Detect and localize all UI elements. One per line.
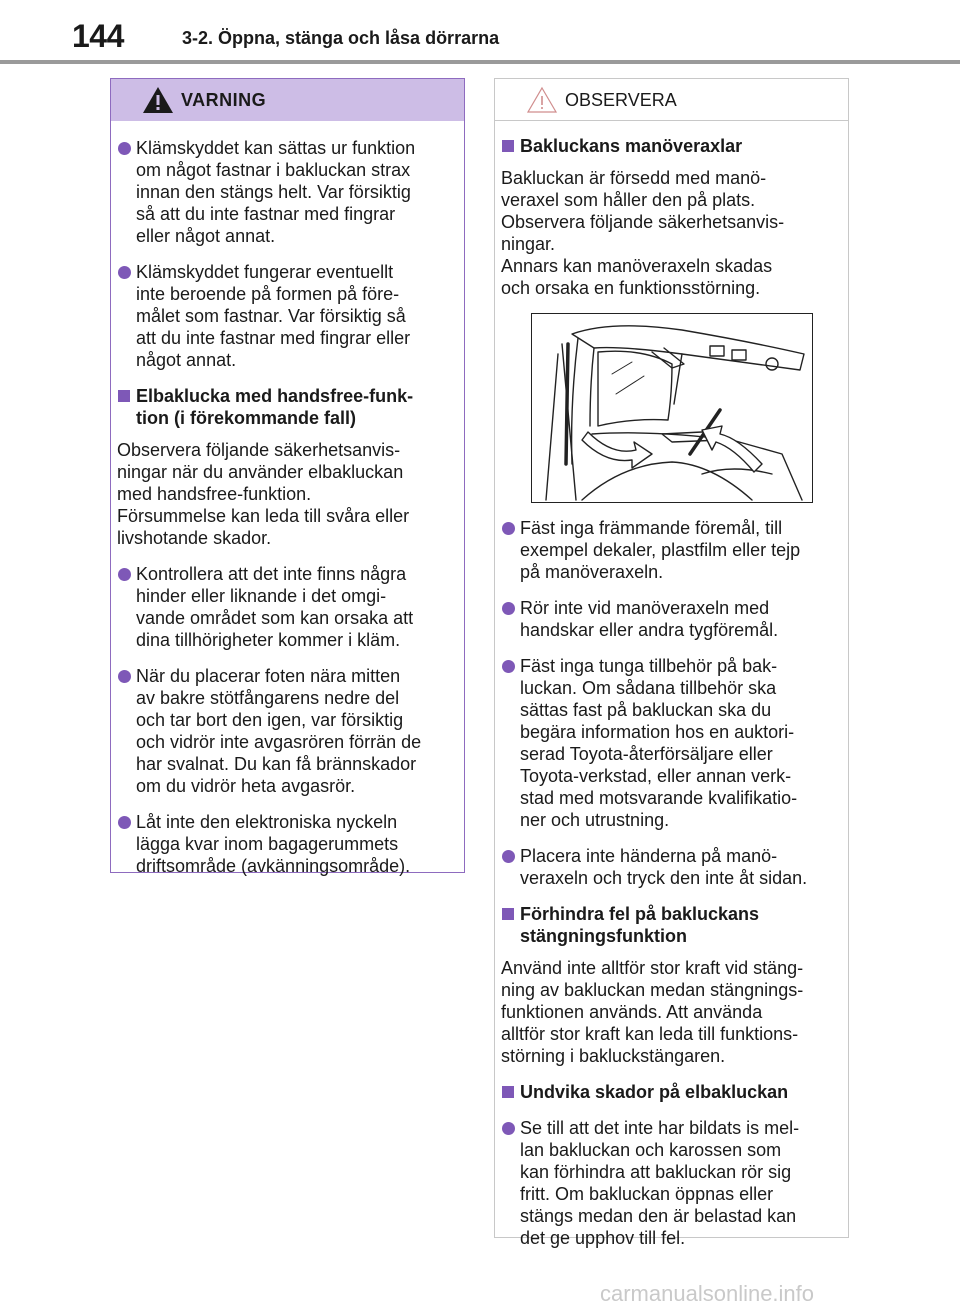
- tailgate-drawing: [532, 314, 811, 501]
- notice-header: [495, 79, 848, 121]
- notice-section-heading: Undvika skador på elbakluckan: [501, 1081, 842, 1103]
- notice-section-heading: Bakluckans manöveraxlar: [501, 135, 842, 157]
- bullet-dot: [118, 816, 131, 829]
- bullet-dot: [502, 850, 515, 863]
- section-square-icon: [118, 390, 130, 402]
- bullet-dot: [118, 142, 131, 155]
- warning-icon: [141, 85, 175, 115]
- notice-bullet: Placera inte händerna på manö- veraxeln och tryck den inte åt sidan.: [501, 845, 842, 889]
- notice-section-heading: Förhindra fel på bakluckans stängningsfunktion: [501, 903, 842, 947]
- warning-title: VARNING: [181, 90, 267, 110]
- watermark: carmanualsonline.info: [600, 1281, 815, 1306]
- page-number: 144: [72, 18, 124, 54]
- notice-bullet: Se till att det inte har bildats is mel- lan bakluckan och karossen som kan förhindra att bakluckan rör sig fritt. Om bakluckan öppnas eller stängs medan den är belastad kan det ge upphov till fel.: [501, 1117, 842, 1249]
- section-title: 3-2. Öppna, stänga och låsa dörrarna: [182, 28, 500, 48]
- warning-paragraph: Observera följande säkerhetsanvis- ningar när du använder elbakluckan med handsfree-funktion. Försummelse kan leda till svåra eller livshotande skador.: [117, 440, 410, 548]
- bullet-dot: [118, 670, 131, 683]
- warning-box: [110, 78, 465, 876]
- section-square-icon: [502, 140, 514, 152]
- section-square-icon: [502, 908, 514, 920]
- notice-paragraph: Bakluckan är försedd med manö- veraxel som håller den på plats. Observera följande säkerhetsanvis- ningar. Annars kan manöveraxeln skadas och orsaka en funktionsstörning.: [501, 168, 785, 298]
- warning-bullet: Kontrollera att det inte finns några hinder eller liknande i det omgi- vande området som kan orsaka att dina tillhörigheter kommer i kläm.: [117, 563, 458, 651]
- warning-header: [111, 79, 464, 121]
- warning-bullet: Låt inte den elektroniska nyckeln lägga kvar inom bagagerummets driftsområde (avkänningsområde).: [117, 811, 458, 877]
- bullet-dot: [118, 568, 131, 581]
- notice-paragraph: Använd inte alltför stor kraft vid stäng- ning av bakluckan medan stängnings- funktionen används. Att använda alltför stor kraft kan leda till funktions- störning i bakluckstängaren.: [501, 958, 804, 1066]
- caution-icon: [525, 85, 559, 115]
- section-square-icon: [502, 1086, 514, 1098]
- bullet-dot: [502, 660, 515, 673]
- bullet-dot: [502, 602, 515, 615]
- notice-bullet: Fäst inga tunga tillbehör på bak- luckan. Om sådana tillbehör ska sättas fast på bakluckan ska du begära information hos en auktori- serad Toyota-återförsäljare eller Toyota-verkstad, eller annan verk- stad med motsvarande kvalifikatio- ner och utrustning.: [501, 655, 842, 831]
- warning-bullet: När du placerar foten nära mitten av bakre stötfångarens nedre del och tar bort den igen, var försiktig och vidrör inte avgasrören förrän de har svalnat. Du kan få brännskador om du vidrör heta avgasrör.: [117, 665, 458, 797]
- header-rule: [0, 60, 960, 64]
- bullet-dot: [118, 266, 131, 279]
- notice-box: [494, 78, 849, 1248]
- warning-bullet: Klämskyddet fungerar eventuellt inte beroende på formen på före- målet som fastnar. Var försiktig så att du inte fastnar med fingrar eller något annat.: [117, 261, 458, 371]
- bullet-dot: [502, 1122, 515, 1135]
- bullet-dot: [502, 522, 515, 535]
- notice-title: OBSERVERA: [565, 90, 677, 110]
- warning-section-heading: Elbaklucka med handsfree-funk- tion (i förekommande fall): [117, 385, 458, 429]
- warning-bullet: Klämskyddet kan sättas ur funktion om något fastnar i bakluckan strax innan den stängs helt. Var försiktig så att du inte fastnar med fingrar eller något annat.: [117, 137, 458, 247]
- notice-bullet: Fäst inga främmande föremål, till exempel dekaler, plastfilm eller tejp på manöveraxeln.: [501, 517, 842, 583]
- tailgate-strut-illustration: [531, 313, 813, 503]
- notice-bullet: Rör inte vid manöveraxeln med handskar eller andra tygföremål.: [501, 597, 842, 641]
